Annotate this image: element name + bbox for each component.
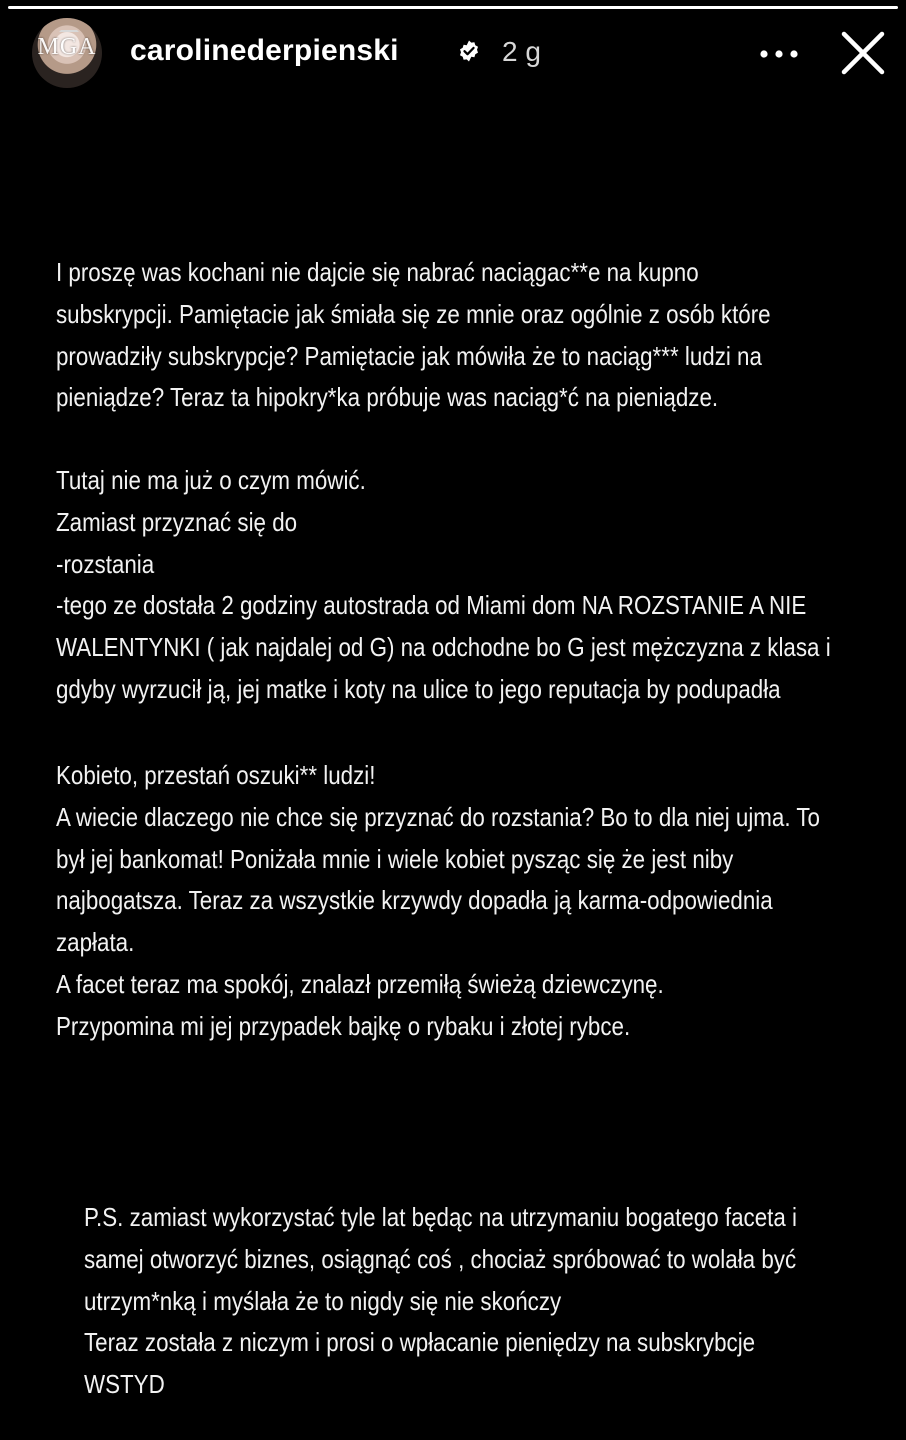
story-text-line: subskrypcji. Pamiętacie jak śmiała się ze mnie oraz ogólnie z osób które <box>56 298 771 329</box>
story-text-line: I proszę was kochani nie dajcie się nabrać naciągac**e na kupno <box>56 257 699 287</box>
story-progress-bar <box>8 6 898 9</box>
story-text-line: P.S. zamiast wykorzystać tyle lat będąc na utrzymaniu bogatego faceta i <box>84 1202 797 1232</box>
story-text-line: zapłata. <box>56 927 135 958</box>
story-text-line: pieniądze? Teraz ta hipokry*ka próbuje was naciąg*ć na pieniądze. <box>56 382 719 413</box>
story-text-block-3 <box>56 755 820 1048</box>
story-header <box>32 18 886 92</box>
story-text-line: prowadziły subskrypcje? Pamiętacie jak mówiła że to naciąg*** ludzi na <box>56 340 762 371</box>
more-options-button[interactable] <box>752 34 806 74</box>
avatar[interactable] <box>32 18 102 88</box>
story-text-line: A facet teraz ma spokój, znalazł przemiłą świeżą dziewczynę. <box>56 968 664 999</box>
post-time: 2 g <box>502 36 541 67</box>
story-text-block-2 <box>56 460 831 711</box>
more-horizontal-icon <box>759 49 799 59</box>
story-text-line: Zamiast przyznać się do <box>56 506 298 537</box>
story-text-line: Tutaj nie ma już o czym mówić. <box>56 465 366 495</box>
story-text-line: -rozstania <box>56 548 155 579</box>
story-text-line: WSTYD <box>84 1369 165 1400</box>
story-text-block-4 <box>84 1197 797 1406</box>
close-button[interactable] <box>838 28 888 78</box>
story-text-line: samej otworzyć biznes, osiągnąć coś , chociaż spróbować to wolała być <box>84 1243 797 1274</box>
story-text-line: był jej bankomat! Poniżała mnie i wiele kobiet pysząc się że jest niby <box>56 843 734 874</box>
story-text-line: Kobieto, przestań oszuki** ludzi! <box>56 760 376 790</box>
story-text-line: Teraz została z niczym i prosi o wpłacanie pieniędzy na subskrybcje <box>84 1327 756 1358</box>
verified-badge-icon <box>457 39 481 63</box>
story-text-line: najbogatsza. Teraz za wszystkie krzywdy dopadła ją karma-odpowiednia <box>56 885 773 916</box>
close-icon <box>838 28 888 78</box>
story-text-line: gdyby wyrzucił ją, jej matke i koty na ulice to jego reputacja by podupadła <box>56 673 781 704</box>
story-text-line: -tego ze dostała 2 godziny autostrada od Miami dom NA ROZSTANIE A NIE <box>56 590 807 621</box>
crown-icon <box>59 20 79 32</box>
story-progress-fill <box>8 6 898 9</box>
story-text-line: WALENTYNKI ( jak najdalej od G) na odchodne bo G jest mężczyzna z klasa i <box>56 632 831 663</box>
story-text-line: utrzym*nką i myślała że to nigdy się nie skończy <box>84 1285 562 1316</box>
story-text-block-1 <box>56 252 771 419</box>
story-text-line: Przypomina mi jej przypadek bajkę o rybaku i złotej rybce. <box>56 1010 631 1041</box>
username-link[interactable]: carolinederpienski <box>130 34 399 67</box>
avatar-logo-text: MGA <box>37 34 97 60</box>
story-text-line: A wiecie dlaczego nie chce się przyznać do rozstania? Bo to dla niej ujma. To <box>56 801 820 832</box>
